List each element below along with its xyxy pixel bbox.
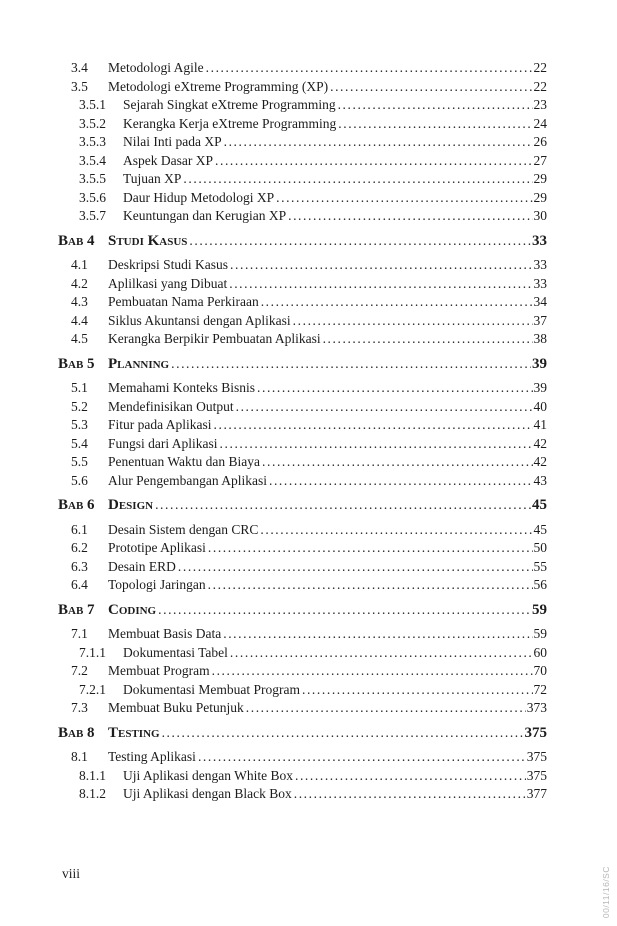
- toc-chapter-row: [58, 724, 547, 743]
- dot-leader: [246, 699, 526, 718]
- entry-title: Metodologi eXtreme Programming (XP): [108, 78, 329, 94]
- entry-number: 3.5.7: [79, 208, 106, 223]
- page-number-folio: viii: [62, 866, 81, 881]
- entry-page-number: 50: [533, 540, 547, 555]
- toc-entry-row: [58, 379, 547, 398]
- entry-page-number: 375: [526, 749, 547, 764]
- dot-leader: [260, 521, 532, 540]
- toc-chapter-row: [58, 496, 547, 515]
- entry-page-number: 377: [526, 786, 547, 801]
- toc-entry-row: [58, 398, 547, 417]
- entry-title: Memahami Konteks Bisnis: [108, 380, 255, 395]
- entry-number: 7.1.1: [79, 644, 106, 660]
- toc-entry-row: [58, 207, 547, 226]
- toc-entry-row: [58, 275, 547, 294]
- entry-number: 5.2: [71, 398, 88, 414]
- entry-title: Membuat Program: [108, 663, 210, 678]
- entry-number: 6.1: [71, 521, 88, 537]
- entry-page-number: 40: [533, 398, 547, 414]
- entry-title: Studi Kasus: [108, 232, 188, 249]
- dot-leader: [323, 330, 533, 349]
- toc-entry-row: [58, 699, 547, 718]
- entry-page-number: 70: [533, 663, 547, 678]
- dot-leader: [208, 576, 533, 595]
- entry-title: Alur Pengembangan Aplikasi: [108, 472, 267, 488]
- entry-title: Uji Aplikasi dengan Black Box: [123, 786, 292, 801]
- dot-leader: [229, 275, 532, 294]
- toc-entry-row: [58, 435, 547, 454]
- entry-title: Keuntungan dan Kerugian XP: [123, 208, 287, 223]
- dot-leader: [269, 472, 533, 491]
- entry-title: Desain ERD: [108, 558, 176, 574]
- dot-leader: [162, 724, 524, 743]
- entry-number: Bab 5: [58, 355, 95, 372]
- entry-page-number: 60: [533, 644, 547, 660]
- toc-entry-row: [58, 312, 547, 331]
- toc-entry-row: [58, 293, 547, 312]
- dot-leader: [261, 293, 533, 312]
- entry-title: Membuat Basis Data: [108, 626, 222, 641]
- dot-leader: [262, 453, 532, 472]
- entry-number: 3.5.3: [79, 134, 106, 149]
- toc-entry-row: [58, 472, 547, 491]
- entry-title: Nilai Inti pada XP: [123, 134, 222, 149]
- entry-title: Mendefinisikan Output: [108, 398, 234, 414]
- entry-number: 3.5.6: [79, 189, 106, 205]
- dot-leader: [288, 207, 532, 226]
- entry-page-number: 45: [532, 497, 547, 513]
- entry-title: Testing: [108, 724, 160, 741]
- dot-leader: [183, 170, 532, 189]
- entry-page-number: 39: [532, 355, 547, 372]
- dot-leader: [208, 539, 533, 558]
- dot-leader: [302, 681, 533, 700]
- entry-title: Aspek Dasar XP: [123, 152, 213, 168]
- dot-leader: [212, 662, 533, 681]
- dot-leader: [257, 379, 533, 398]
- dot-leader: [338, 96, 533, 115]
- entry-page-number: 33: [533, 257, 547, 272]
- dot-leader: [171, 355, 531, 374]
- dot-leader: [220, 435, 533, 454]
- entry-page-number: 59: [532, 601, 547, 618]
- toc-entry-row: [58, 152, 547, 171]
- watermark-text: 00/11/16/SC: [601, 865, 611, 918]
- entry-number: 7.2: [71, 663, 88, 678]
- entry-number: 3.5: [71, 78, 88, 94]
- entry-number: 5.6: [71, 472, 88, 488]
- entry-title: Tujuan XP: [123, 171, 182, 186]
- entry-page-number: 29: [533, 171, 547, 186]
- toc-entry-row: [58, 748, 547, 767]
- toc-chapter-row: [58, 232, 547, 251]
- entry-page-number: 33: [533, 275, 547, 291]
- entry-number: 6.2: [71, 540, 88, 555]
- entry-page-number: 42: [533, 454, 547, 469]
- dot-leader: [295, 767, 526, 786]
- table-of-contents: [58, 59, 547, 804]
- entry-number: 7.3: [71, 700, 88, 715]
- entry-title: Deskripsi Studi Kasus: [108, 257, 229, 272]
- toc-entry-row: [58, 453, 547, 472]
- entry-number: 5.5: [71, 454, 88, 469]
- entry-title: Coding: [108, 601, 157, 618]
- toc-entry-row: [58, 539, 547, 558]
- entry-page-number: 56: [533, 577, 547, 592]
- toc-entry-row: [58, 133, 547, 152]
- entry-page-number: 27: [533, 152, 547, 168]
- toc-entry-row: [58, 785, 547, 804]
- entry-number: 8.1.1: [79, 767, 106, 783]
- entry-title: Kerangka Berpikir Pembuatan Aplikasi: [108, 331, 321, 346]
- entry-title: Topologi Jaringan: [108, 577, 206, 592]
- entry-title: Aplilkasi yang Dibuat: [108, 275, 228, 291]
- toc-entry-row: [58, 59, 547, 78]
- entry-page-number: 33: [532, 232, 547, 249]
- entry-title: Design: [108, 497, 154, 513]
- entry-page-number: 22: [533, 78, 547, 94]
- entry-page-number: 72: [533, 681, 547, 697]
- toc-entry-row: [58, 644, 547, 663]
- entry-page-number: 42: [533, 435, 547, 451]
- dot-leader: [155, 496, 531, 515]
- dot-leader: [294, 785, 526, 804]
- entry-number: 5.3: [71, 417, 88, 432]
- entry-number: 3.4: [71, 60, 88, 75]
- entry-page-number: 26: [533, 134, 547, 149]
- entry-title: Planning: [108, 355, 170, 372]
- toc-chapter-row: [58, 601, 547, 620]
- entry-number: 3.5.1: [79, 97, 106, 112]
- entry-number: 4.5: [71, 331, 88, 346]
- entry-title: Pembuatan Nama Perkiraan: [108, 294, 259, 309]
- toc-entry-row: [58, 96, 547, 115]
- entry-page-number: 29: [533, 189, 547, 205]
- entry-number: 6.4: [71, 577, 88, 592]
- entry-page-number: 45: [533, 521, 547, 537]
- dot-leader: [158, 601, 531, 620]
- entry-title: Penentuan Waktu dan Biaya: [108, 454, 261, 469]
- toc-entry-row: [58, 767, 547, 786]
- toc-entry-row: [58, 681, 547, 700]
- entry-title: Membuat Buku Petunjuk: [108, 700, 244, 715]
- toc-chapter-row: [58, 355, 547, 374]
- toc-entry-row: [58, 521, 547, 540]
- entry-title: Kerangka Kerja eXtreme Programming: [123, 115, 337, 131]
- entry-number: Bab 7: [58, 601, 95, 618]
- entry-page-number: 373: [526, 700, 547, 715]
- entry-page-number: 23: [533, 97, 547, 112]
- toc-entry-row: [58, 558, 547, 577]
- entry-number: 3.5.5: [79, 171, 106, 186]
- dot-leader: [198, 748, 526, 767]
- toc-entry-row: [58, 625, 547, 644]
- entry-number: 8.1: [71, 749, 88, 764]
- toc-entry-row: [58, 170, 547, 189]
- entry-title: Testing Aplikasi: [108, 749, 196, 764]
- entry-page-number: 39: [533, 380, 547, 395]
- dot-leader: [224, 133, 533, 152]
- dot-leader: [338, 115, 532, 134]
- toc-entry-row: [58, 78, 547, 97]
- entry-number: Bab 6: [58, 497, 95, 513]
- dot-leader: [236, 398, 533, 417]
- dot-leader: [215, 152, 533, 171]
- entry-title: Dokumentasi Tabel: [123, 644, 228, 660]
- entry-title: Metodologi Agile: [108, 60, 204, 75]
- entry-title: Fungsi dari Aplikasi: [108, 435, 218, 451]
- entry-number: 4.2: [71, 275, 88, 291]
- dot-leader: [206, 59, 533, 78]
- dot-leader: [330, 78, 532, 97]
- entry-number: 4.3: [71, 294, 88, 309]
- entry-title: Sejarah Singkat eXtreme Programming: [123, 97, 336, 112]
- dot-leader: [276, 189, 532, 208]
- entry-page-number: 34: [533, 294, 547, 309]
- entry-number: 4.1: [71, 257, 88, 272]
- entry-page-number: 375: [526, 767, 547, 783]
- entry-page-number: 24: [533, 115, 547, 131]
- dot-leader: [230, 256, 532, 275]
- entry-number: 4.4: [71, 312, 88, 328]
- entry-number: 7.1: [71, 626, 88, 641]
- entry-page-number: 55: [533, 558, 547, 574]
- toc-entry-row: [58, 330, 547, 349]
- entry-title: Siklus Akuntansi dengan Aplikasi: [108, 312, 291, 328]
- entry-number: 7.2.1: [79, 681, 106, 697]
- entry-number: 5.4: [71, 435, 88, 451]
- entry-page-number: 59: [533, 626, 547, 641]
- dot-leader: [189, 232, 531, 251]
- toc-entry-row: [58, 576, 547, 595]
- entry-title: Uji Aplikasi dengan White Box: [123, 767, 293, 783]
- entry-title: Daur Hidup Metodologi XP: [123, 189, 275, 205]
- entry-number: 8.1.2: [79, 786, 106, 801]
- dot-leader: [293, 312, 533, 331]
- entry-number: Bab 4: [58, 232, 95, 249]
- entry-number: 3.5.2: [79, 115, 106, 131]
- entry-title: Dokumentasi Membuat Program: [123, 681, 300, 697]
- entry-page-number: 38: [533, 331, 547, 346]
- entry-number: 3.5.4: [79, 152, 106, 168]
- entry-page-number: 30: [533, 208, 547, 223]
- dot-leader: [230, 644, 533, 663]
- entry-title: Desain Sistem dengan CRC: [108, 521, 259, 537]
- toc-entry-row: [58, 662, 547, 681]
- entry-title: Fitur pada Aplikasi: [108, 417, 212, 432]
- toc-entry-row: [58, 256, 547, 275]
- toc-entry-row: [58, 189, 547, 208]
- entry-title: Prototipe Aplikasi: [108, 540, 206, 555]
- toc-entry-row: [58, 115, 547, 134]
- entry-page-number: 43: [533, 472, 547, 488]
- entry-page-number: 22: [533, 60, 547, 75]
- toc-entry-row: [58, 416, 547, 435]
- entry-number: 5.1: [71, 380, 88, 395]
- dot-leader: [223, 625, 532, 644]
- entry-number: Bab 8: [58, 724, 95, 741]
- entry-page-number: 375: [524, 724, 547, 741]
- entry-page-number: 37: [533, 312, 547, 328]
- entry-number: 6.3: [71, 558, 88, 574]
- dot-leader: [178, 558, 533, 577]
- dot-leader: [214, 416, 533, 435]
- entry-page-number: 41: [533, 417, 547, 432]
